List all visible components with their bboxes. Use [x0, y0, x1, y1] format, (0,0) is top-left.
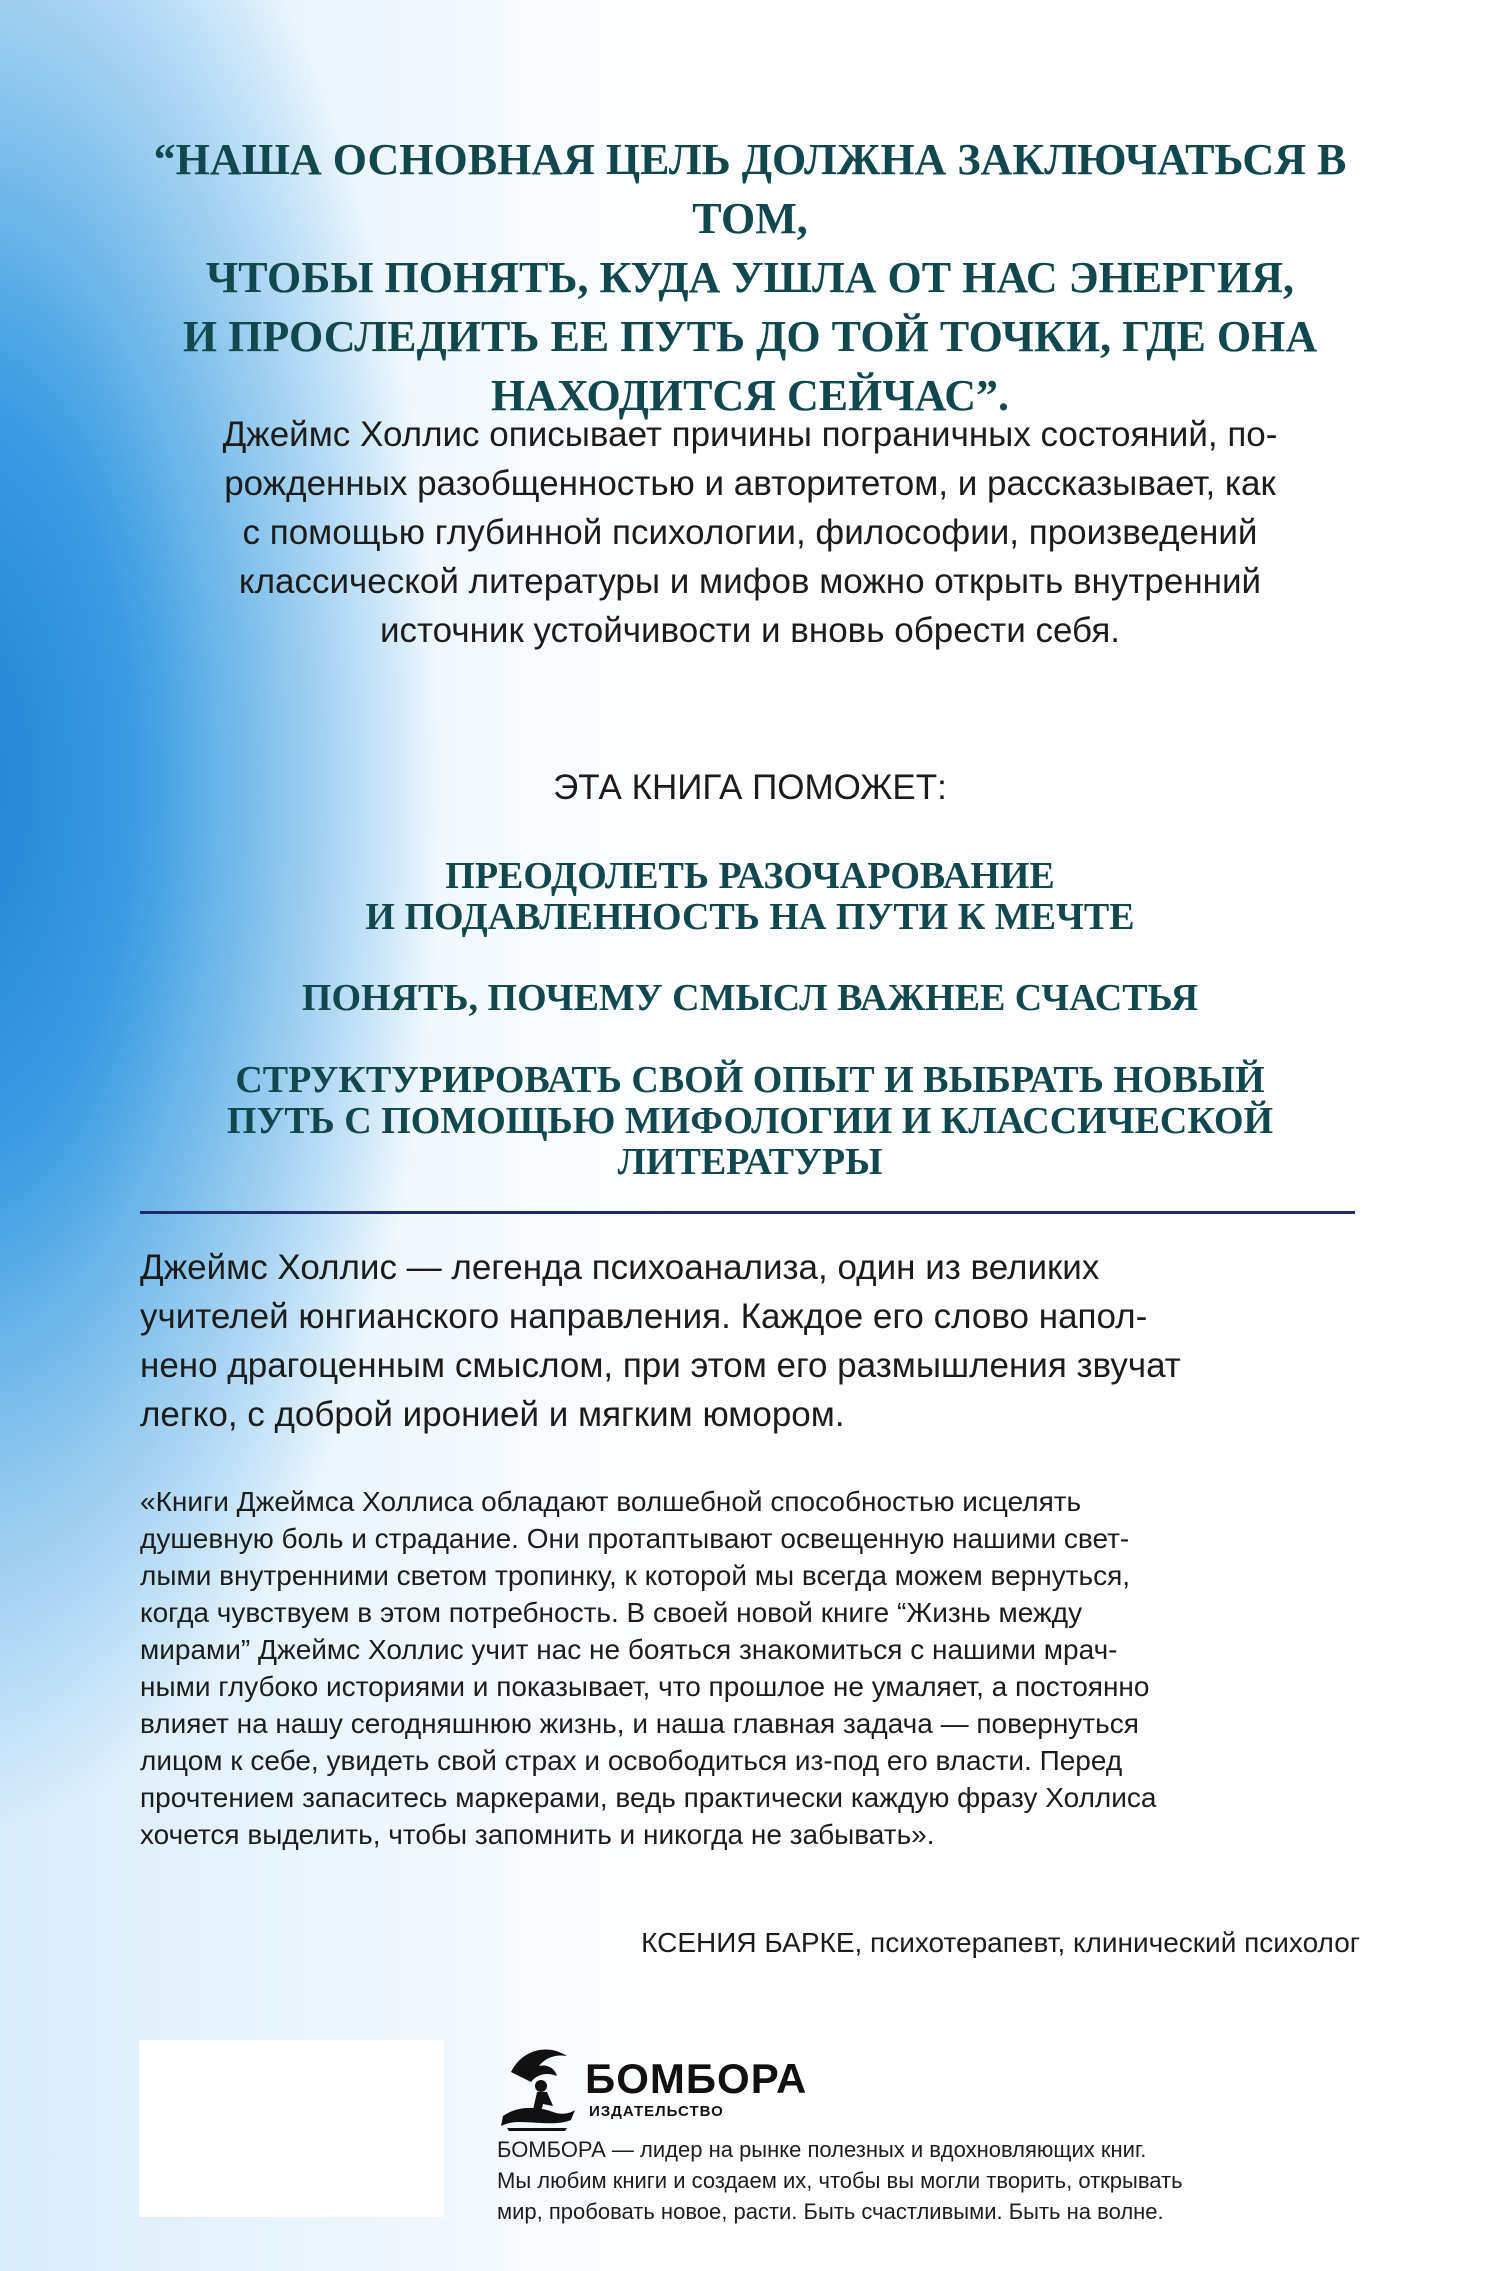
description-line: рожденных разобщенностью и авторитетом, и рассказывает, как — [224, 464, 1276, 503]
quote-line: “НАША ОСНОВНАЯ ЦЕЛЬ ДОЛЖНА ЗАКЛЮЧАТЬСЯ В ТОМ, — [153, 135, 1347, 243]
quote-line: НАХОДИТСЯ СЕЙЧАС”. — [491, 371, 1009, 420]
review-line: ными глубоко историями и показывает, что прошлое не умаляет, а постоянно — [140, 1671, 1150, 1702]
benefit-item — [120, 978, 1380, 1019]
author-note-line: нено драгоценным смыслом, при этом его размышления звучат — [140, 1346, 1181, 1385]
publisher-name: БОМБОРА — [585, 2055, 808, 2102]
publisher-logo — [497, 2040, 808, 2140]
publisher-promo — [497, 2134, 1377, 2227]
benefit-line: СТРУКТУРИРОВАТЬ СВОЙ ОПЫТ И ВЫБРАТЬ НОВЫЙ — [235, 1059, 1265, 1101]
description-line: источник устойчивости и вновь обрести себя. — [379, 611, 1121, 650]
review-line: влияет на нашу сегодняшнюю жизнь, и наша главная задача — повернуться — [140, 1708, 1139, 1739]
benefit-line: ПУТЬ С ПОМОЩЬЮ МИФОЛОГИИ И КЛАССИЧЕСКОЙ — [226, 1100, 1274, 1142]
review-quote — [140, 1483, 1360, 1853]
promo-line: БОМБОРА — лидер на рынке полезных и вдохновляющих книг. — [497, 2137, 1147, 2162]
section-divider — [140, 1211, 1355, 1214]
book-description — [120, 410, 1380, 655]
benefit-line: ПРЕОДОЛЕТЬ РАЗОЧАРОВАНИЕ — [445, 855, 1055, 897]
benefit-item — [120, 856, 1380, 938]
review-line: хочется выделить, чтобы запомнить и никогда не забывать». — [140, 1819, 935, 1850]
promo-line: Мы любим книги и создаем их, чтобы вы могли творить, открывать — [497, 2168, 1183, 2193]
benefit-line: И ПОДАВЛЕННОСТЬ НА ПУТИ К МЕЧТЕ — [365, 896, 1135, 938]
rider-on-waves-icon — [497, 2042, 581, 2132]
benefit-line: ПОНЯТЬ, ПОЧЕМУ СМЫСЛ ВАЖНЕЕ СЧАСТЬЯ — [301, 977, 1199, 1019]
publisher-subtitle: ИЗДАТЕЛЬСТВО — [589, 2103, 724, 2120]
author-note-line: учителей юнгианского направления. Каждое его слово напол- — [140, 1297, 1148, 1336]
review-line: душевную боль и страдание. Они протаптывают освещенную нашими свет- — [140, 1523, 1130, 1554]
review-line: «Книги Джеймса Холлиса обладают волшебной способностью исцелять — [140, 1486, 1082, 1517]
quote-line: ЧТОБЫ ПОНЯТЬ, КУДА УШЛА ОТ НАС ЭНЕРГИЯ, — [206, 253, 1294, 302]
review-line: прочтением запаситесь маркерами, ведь практически каждую фразу Холлиса — [140, 1782, 1157, 1813]
review-line: лицом к себе, увидеть свой страх и освободиться из-под его власти. Перед — [140, 1745, 1123, 1776]
benefits-heading: ЭТА КНИГА ПОМОЖЕТ: — [553, 768, 947, 807]
promo-line: мир, пробовать новое, расти. Быть счастливыми. Быть на волне. — [497, 2199, 1164, 2224]
barcode-area — [139, 2040, 444, 2217]
review-line: мирами” Джеймс Холлис учит нас не бояться знакомиться с нашими мрач- — [140, 1634, 1118, 1665]
author-note — [140, 1243, 1360, 1439]
author-note-line: Джеймс Холлис — легенда психоанализа, один из великих — [140, 1248, 1100, 1287]
author-note-line: легко, с доброй иронией и мягким юмором. — [140, 1395, 845, 1434]
description-line: с помощью глубинной психологии, философии, произведений — [242, 513, 1258, 552]
benefit-item — [120, 1060, 1380, 1183]
review-line: когда чувствуем в этом потребность. В своей новой книге “Жизнь между — [140, 1597, 1083, 1628]
review-attribution: КСЕНИЯ БАРКЕ, психотерапевт, клинический психолог — [641, 1927, 1360, 1958]
quote-line: И ПРОСЛЕДИТЬ ЕЕ ПУТЬ ДО ТОЙ ТОЧКИ, ГДЕ ОНА — [182, 312, 1318, 361]
benefit-line: ЛИТЕРАТУРЫ — [617, 1141, 883, 1183]
description-line: классической литературы и мифов можно открыть внутренний — [238, 562, 1262, 601]
review-line: лыми внутренними светом тропинку, к которой мы всегда можем вернуться, — [140, 1560, 1131, 1591]
description-line: Джеймс Холлис описывает причины пограничных состояний, по- — [222, 415, 1278, 454]
epigraph-quote — [150, 130, 1350, 425]
